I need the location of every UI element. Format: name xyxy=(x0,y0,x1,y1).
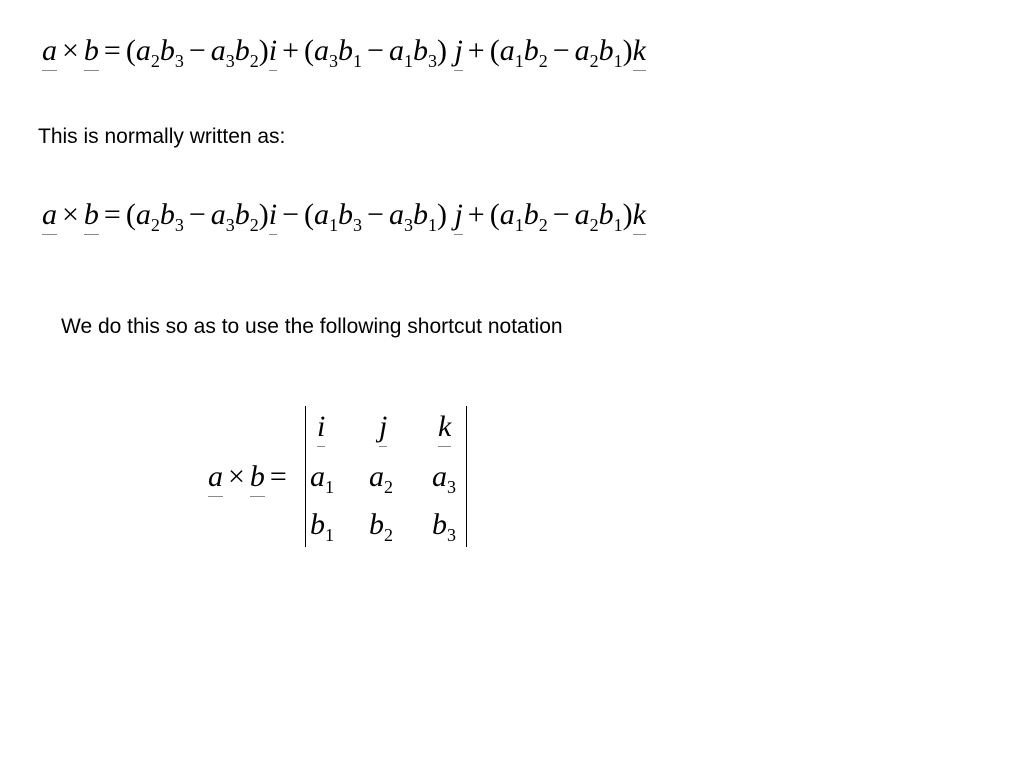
det-cell-b2: $b_2$ xyxy=(369,508,393,545)
determinant-lhs: a × b = xyxy=(208,460,287,493)
explanation-text-normally-written: This is normally written as: xyxy=(38,125,286,148)
det-cell-b3: $b_3$ xyxy=(432,508,456,545)
cross-product-expansion: $a \times b = (a_2b_3 - a_3b_2)i + (a_3b_1 - a_1b_3) j + (a_1b_2 - a_2b_1)k$ xyxy=(42,34,646,71)
det-cell-b1: $b_1$ xyxy=(310,508,334,545)
cross-product-rewritten: $a \times b = (a_2b_3 - a_3b_2)i - (a_1b_3 - a_3b_1) j + (a_1b_2 - a_2b_1)k$ xyxy=(42,198,646,235)
det-cell-a3: $a_3$ xyxy=(432,460,456,497)
det-cell-a1: $a_1$ xyxy=(310,460,334,497)
determinant-matrix xyxy=(305,406,467,547)
det-cell-a2: $a_2$ xyxy=(369,460,393,497)
explanation-text-shortcut-notation: We do this so as to use the following shortcut notation xyxy=(61,315,563,338)
det-cell-j: j xyxy=(379,410,388,443)
det-cell-k: k xyxy=(438,410,452,443)
det-cell-i: i xyxy=(317,410,326,443)
